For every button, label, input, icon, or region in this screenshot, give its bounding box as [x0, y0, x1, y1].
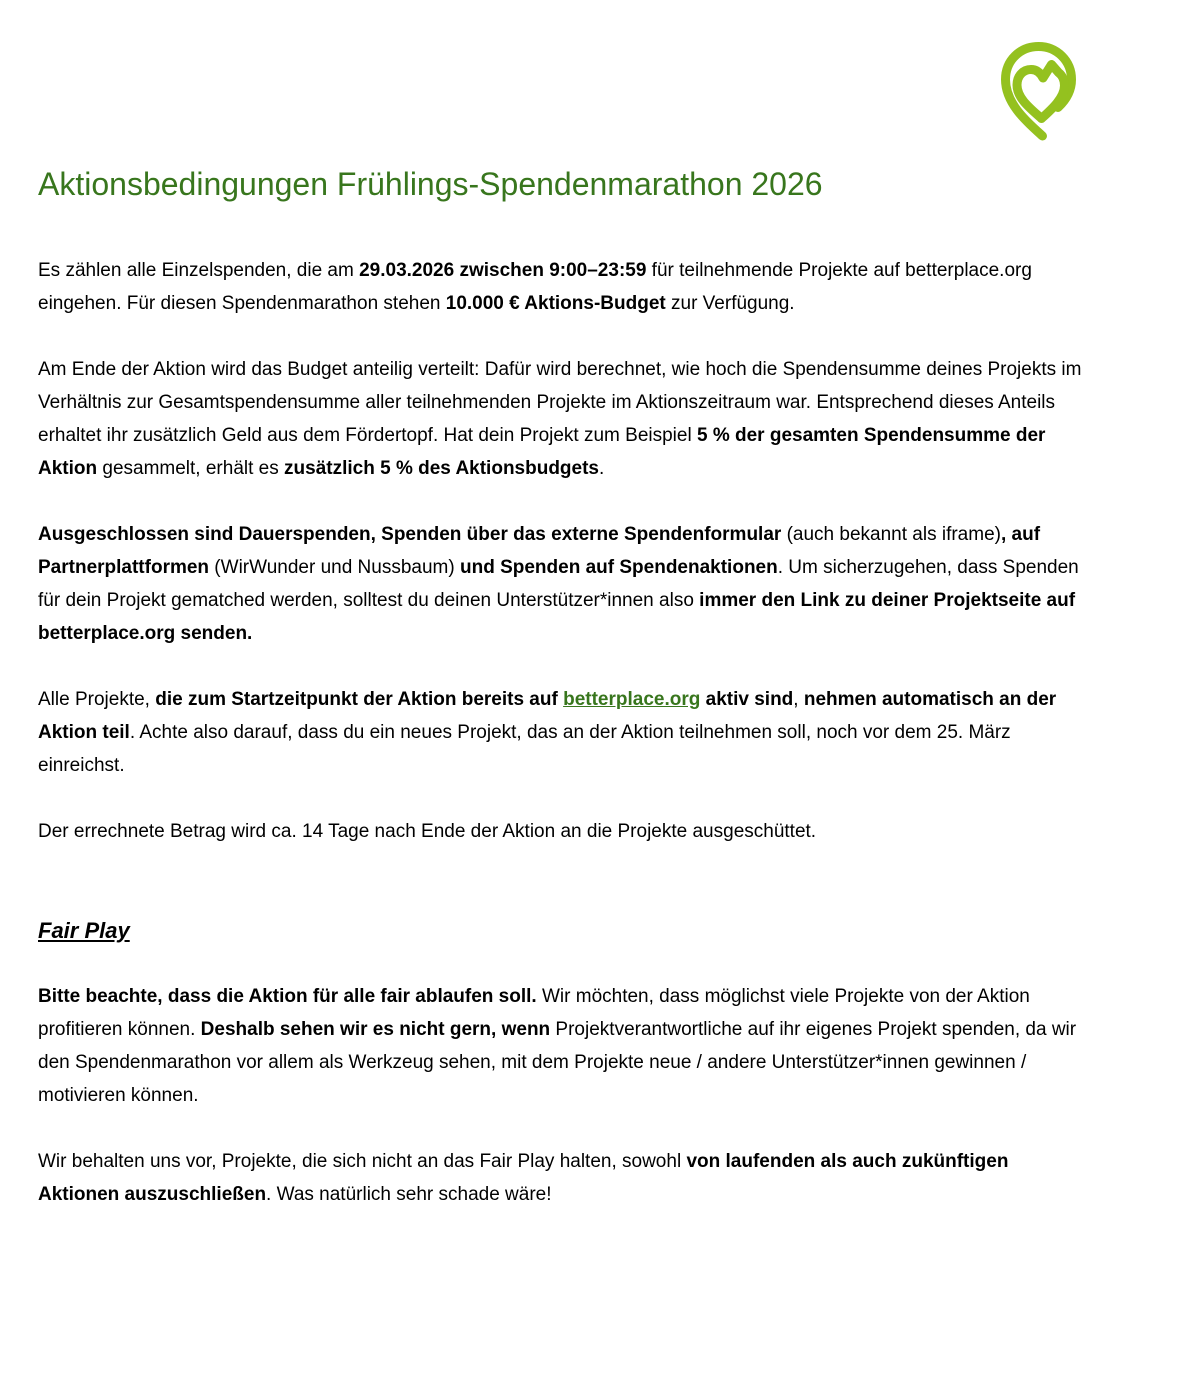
text-run: für teilnehmende Projekte auf betterplace.org eingehen. Für diesen Spendenmarathon stehen — [38, 260, 1032, 314]
text-run: Wir möchten, dass möglichst viele Projekte von der Aktion profitieren können. — [38, 986, 1030, 1040]
text-run: Alle Projekte, — [38, 689, 156, 710]
bold-text-run: Ausgeschlossen sind Dauerspenden, Spenden über das externe Spendenformular — [38, 524, 782, 545]
paragraph — [38, 518, 1088, 650]
bold-text-run: 10.000 € Aktions-Budget — [445, 293, 666, 314]
text-run: . — [599, 458, 605, 479]
text-run: (auch bekannt als iframe) — [781, 524, 1001, 545]
betterplace-logo — [988, 38, 1088, 142]
paragraph — [38, 254, 1088, 320]
document-body — [38, 254, 1088, 1211]
document-title: Aktionsbedingungen Frühlings-Spendenmarathon 2026 — [38, 166, 823, 202]
text-run: Am Ende der Aktion wird das Budget anteilig verteilt: Dafür wird berechnet, wie hoch die Spendensumme deines Projekts im Verhältnis zur Gesamtspendensumme aller teilnehmenden Projekte im Aktionszeitraum war. Entsprechend dieses Anteils erhaltet ihr zusätzlich Geld aus dem Fördertopf. Hat dein Projekt zum Beispiel — [38, 359, 1082, 446]
bold-text-run: und Spenden auf Spendenaktionen — [459, 557, 778, 578]
text-run: (WirWunder und Nussbaum) — [209, 557, 460, 578]
betterplace-link[interactable]: betterplace.org — [563, 689, 701, 710]
paragraph — [38, 683, 1088, 782]
bold-text-run: 29.03.2026 zwischen 9:00–23:59 — [359, 260, 647, 281]
bold-text-run: Fair Play — [38, 918, 130, 943]
text-run: . Achte also darauf, dass du ein neues Projekt, das an der Aktion teilnehmen soll, noch vor dem 25. März einreichst. — [38, 722, 1011, 776]
text-run: . Um sicherzugehen, dass Spenden für dein Projekt gematched werden, solltest du deinen Unterstützer*innen also — [38, 557, 1079, 611]
text-run: Der errechnete Betrag wird ca. 14 Tage nach Ende der Aktion an die Projekte ausgeschüttet. — [38, 821, 817, 842]
text-run: Wir behalten uns vor, Projekte, die sich nicht an das Fair Play halten, sowohl — [38, 1151, 687, 1172]
paragraph — [38, 980, 1088, 1112]
paragraph — [38, 815, 1088, 848]
fair-play-heading — [38, 914, 1088, 947]
text-run: gesammelt, erhält es — [97, 458, 285, 479]
bold-text-run: aktiv sind — [700, 689, 794, 710]
text-run: Es zählen alle Einzelspenden, die am — [38, 260, 360, 281]
bold-text-run: von laufenden als auch zukünftigen Aktionen auszuschließen — [38, 1151, 1009, 1205]
bold-text-run: , auf Partnerplattformen — [38, 524, 1041, 578]
text-run: zur Verfügung. — [665, 293, 795, 314]
paragraph — [38, 353, 1088, 485]
bold-text-run: nehmen automatisch an der Aktion teil — [38, 689, 1057, 743]
text-run: . Was natürlich sehr schade wäre! — [266, 1184, 552, 1205]
bold-text-run: Deshalb sehen wir es nicht gern, wenn — [200, 1019, 551, 1040]
bold-text-run: Bitte beachte, dass die Aktion für alle fair ablaufen soll. — [38, 986, 537, 1007]
paragraph — [38, 1145, 1088, 1211]
bold-text-run: die zum Startzeitpunkt der Aktion bereits auf — [155, 689, 564, 710]
heart-pin-icon — [988, 38, 1088, 142]
text-run: , — [793, 689, 804, 710]
bold-text-run: 5 % der gesamten Spendensumme der Aktion — [38, 425, 1046, 479]
text-run: Projektverantwortliche auf ihr eigenes Projekt spenden, da wir den Spendenmarathon vor allem als Werkzeug sehen, mit dem Projekte neue / andere Unterstützer*innen gewinnen / motivieren können. — [38, 1019, 1077, 1106]
bold-text-run: immer den Link zu deiner Projektseite auf betterplace.org senden. — [38, 590, 1076, 644]
bold-text-run: zusätzlich 5 % des Aktionsbudgets — [284, 458, 599, 479]
